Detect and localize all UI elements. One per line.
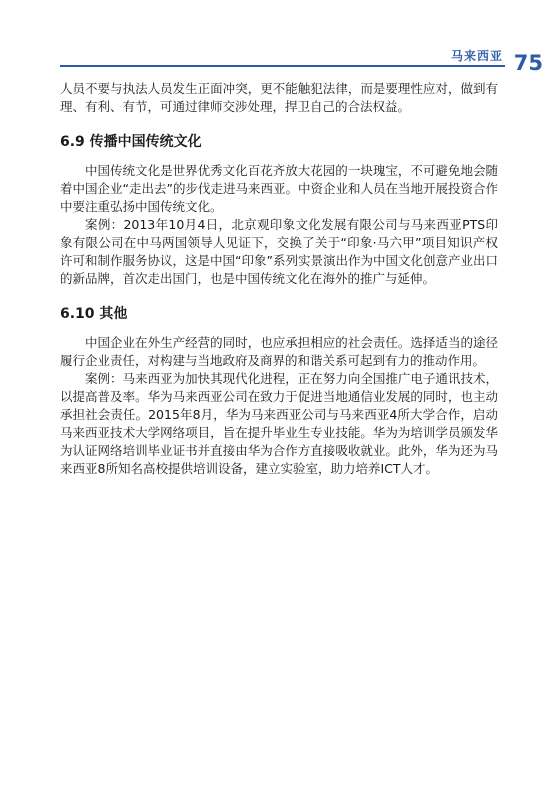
running-header-title: 马来西亚: [450, 49, 503, 63]
section-heading-6-10: 6.10 其他: [60, 306, 128, 322]
section-6-10-paragraph-2: 案例：马来西亚为加快其现代化进程，正在努力向全国推广电子通讯技术，以提高普及率。华为马来西亚公司在致力于促进当地通信业发展的同时，也主动承担社会责任。2015年8月，华为马来西亚公司与马来西亚4所大学合作，启动马来西亚技术大学网络项目，旨在提升毕业生专业技能。华为为培训学员颁发华为认证网络培训毕业证书并直接由华为合作方直接吸收就业。此外，华为还为马来西亚8所知名高校提供培训设备，建立实验室，助力培养ICT人才。: [60, 371, 498, 476]
section-6-10-paragraph-1: 中国企业在外生产经营的同时，也应承担相应的社会责任。选择适当的途径履行企业责任，对构建与当地政府及商界的和谐关系可起到有力的推动作用。: [60, 335, 498, 368]
page-header: [0, 0, 559, 80]
page-number: 75: [513, 51, 543, 75]
section-heading-6-9: 6.9 传播中国传统文化: [60, 134, 202, 150]
intro-paragraph: 人员不要与执法人员发生正面冲突，更不能触犯法律，而是要理性应对，做到有理、有利、有节，可通过律师交涉处理，捍卫自己的合法权益。: [60, 81, 498, 114]
page-body: [60, 80, 498, 478]
section-6-9-paragraph-2: 案例：2013年10月4日，北京观印象文化发展有限公司与马来西亚PTS印象有限公司在中马两国领导人见证下，交换了关于“印象·马六甲”项目知识产权许可和制作服务协议，这是中国“印象”系列实景演出作为中国文化创意产业出口的新品牌，首次走出国门，也是中国传统文化在海外的推广与延伸。: [60, 217, 498, 286]
section-6-9-paragraph-1: 中国传统文化是世界优秀文化百花齐放大花园的一块瑰宝，不可避免地会随着中国企业“走出去”的步伐走进马来西亚。中资企业和人员在当地开展投资合作中要注重弘扬中国传统文化。: [60, 163, 498, 214]
header-rule: [60, 65, 505, 67]
